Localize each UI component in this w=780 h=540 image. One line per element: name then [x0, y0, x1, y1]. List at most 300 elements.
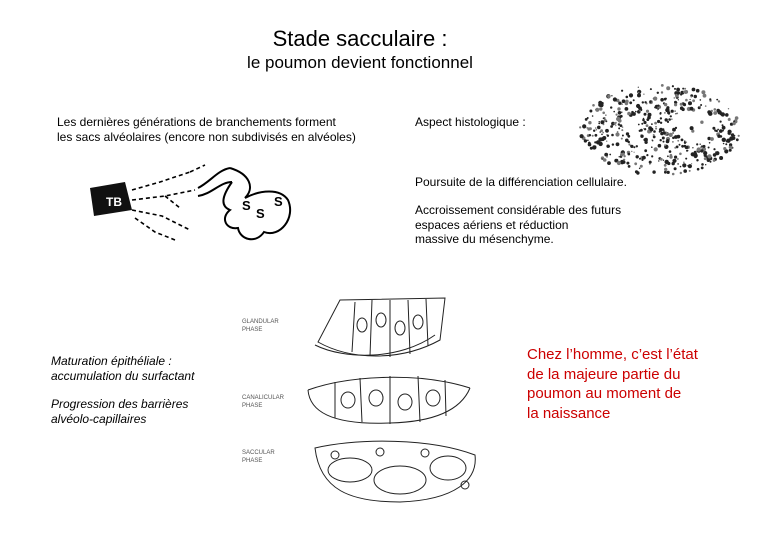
speckle	[589, 134, 591, 136]
speckle	[657, 105, 659, 107]
speckle	[621, 129, 623, 131]
speckle	[648, 113, 652, 117]
speckle	[622, 99, 626, 103]
speckle	[650, 128, 654, 132]
speckle	[681, 139, 684, 142]
speckle	[713, 148, 715, 150]
speckle	[587, 127, 590, 130]
speckle	[712, 127, 715, 130]
speckle	[716, 109, 720, 113]
speckle	[684, 88, 686, 90]
speckle	[599, 107, 602, 110]
speckle	[627, 140, 629, 142]
speckle	[596, 129, 598, 131]
speckle	[670, 115, 672, 117]
speckle	[700, 104, 702, 106]
speckle	[587, 140, 589, 142]
speckle	[705, 164, 706, 165]
speckle	[680, 172, 682, 174]
speckle	[725, 143, 727, 145]
speckle	[605, 115, 606, 116]
speckle	[654, 147, 658, 151]
speckle	[657, 92, 659, 94]
speckle	[717, 129, 719, 131]
speckle	[675, 127, 677, 129]
speckle	[710, 137, 714, 141]
speckle	[682, 88, 684, 90]
speckle	[607, 95, 610, 98]
speckle	[672, 85, 674, 87]
speckle	[674, 88, 676, 90]
histology-speckles	[579, 84, 740, 175]
speckle	[628, 143, 630, 145]
speckle	[605, 129, 609, 133]
speckle	[684, 140, 686, 142]
speckle	[641, 123, 643, 125]
speckle	[652, 140, 653, 141]
speckle	[690, 99, 691, 100]
speckle	[700, 144, 701, 145]
speckle	[664, 164, 667, 167]
note-line: de la majeure partie du	[527, 365, 681, 383]
speckle	[606, 156, 608, 158]
speckle	[674, 167, 677, 170]
speckle	[639, 110, 641, 112]
speckle	[603, 124, 605, 126]
speckle	[667, 171, 670, 174]
glandular-epithelium	[315, 298, 445, 357]
speckle	[621, 112, 622, 113]
speckle	[628, 165, 631, 168]
speckle	[692, 88, 696, 92]
speckle	[592, 135, 594, 137]
speckle	[640, 165, 643, 168]
speckle	[722, 124, 724, 126]
speckle	[677, 91, 680, 94]
speckle	[696, 159, 698, 161]
speckle	[703, 151, 707, 155]
speckle	[694, 95, 697, 98]
speckle	[611, 134, 614, 137]
speckle	[696, 143, 698, 145]
speckle	[677, 140, 679, 142]
intro-line: Les dernières générations de branchements forment	[57, 115, 336, 129]
speckle	[667, 155, 669, 157]
speckle	[630, 145, 632, 147]
note-line: Chez l’homme, c’est l’état	[527, 346, 698, 363]
speckle	[661, 84, 664, 87]
speckle	[650, 88, 652, 90]
speckle	[653, 130, 656, 133]
speckle	[602, 112, 605, 115]
speckle	[654, 122, 657, 125]
speckle	[716, 130, 718, 132]
speckle	[663, 131, 666, 134]
speckle	[665, 118, 668, 121]
speckle	[595, 127, 597, 129]
progression-text	[51, 397, 251, 426]
speckle	[732, 136, 736, 140]
speckle	[622, 135, 624, 137]
speckle	[713, 159, 716, 162]
speckle	[598, 101, 602, 105]
speckle	[665, 160, 669, 164]
glandular-phase-label: GLANDULAR	[242, 319, 279, 325]
speckle	[722, 138, 726, 142]
slide-subtitle: le poumon devient fonctionnel	[247, 53, 473, 72]
speckle	[615, 125, 616, 126]
speckle	[696, 89, 700, 93]
speckle	[663, 130, 665, 132]
speckle	[644, 101, 646, 103]
speckle	[701, 167, 704, 170]
speckle	[666, 139, 669, 142]
speckle	[682, 163, 686, 167]
speckle	[584, 139, 587, 142]
slide-title: Stade sacculaire :	[272, 26, 448, 51]
speckle	[674, 97, 676, 99]
speckle	[732, 147, 733, 148]
speckle	[664, 112, 666, 114]
speckle	[652, 170, 655, 173]
speckle	[635, 111, 637, 113]
speckle	[589, 110, 592, 113]
maturation-line: Maturation épithéliale :	[51, 354, 172, 368]
speckle	[672, 173, 675, 176]
speckle	[643, 118, 645, 120]
speckle	[720, 129, 722, 131]
speckle	[588, 121, 591, 124]
speckle	[688, 164, 692, 168]
speckle	[680, 166, 682, 168]
speckle	[689, 170, 691, 172]
speckle	[640, 129, 643, 132]
speckle	[726, 140, 728, 142]
speckle	[690, 107, 694, 111]
speckle	[606, 141, 607, 142]
speckle	[618, 127, 620, 129]
speckle	[686, 150, 688, 152]
speckle	[602, 132, 604, 134]
speckle	[617, 107, 620, 110]
speckle	[728, 108, 729, 109]
note-line: la naissance	[527, 404, 611, 422]
speckle	[651, 123, 653, 125]
speckle	[671, 119, 672, 120]
speckle	[617, 131, 619, 133]
maturation-line: accumulation du surfactant	[51, 368, 195, 383]
speckle	[710, 161, 712, 163]
accroissement-text	[415, 203, 665, 247]
speckle	[616, 114, 618, 116]
speckle	[613, 97, 617, 101]
saccular-phase-label: PHASE	[242, 458, 263, 464]
speckle	[686, 142, 687, 143]
speckle	[622, 104, 623, 105]
speckle	[646, 110, 649, 113]
speckle	[683, 103, 685, 105]
speckle	[680, 106, 684, 110]
speckle	[723, 147, 726, 150]
speckle	[646, 154, 648, 156]
speckle	[610, 125, 613, 128]
speckle	[707, 159, 710, 162]
speckle	[683, 169, 687, 173]
speckle	[723, 143, 725, 145]
speckle	[679, 153, 682, 156]
speckle	[667, 111, 670, 114]
speckle	[664, 144, 666, 146]
speckle	[603, 158, 605, 160]
speckle	[717, 135, 720, 138]
speckle	[735, 116, 739, 120]
speckle	[708, 147, 710, 149]
speckle	[631, 151, 632, 152]
intro-text	[57, 115, 397, 145]
speckle	[642, 156, 646, 160]
speckle	[662, 137, 665, 140]
speckle	[695, 153, 697, 155]
tb-label: TB	[106, 195, 122, 209]
speckle	[660, 139, 662, 141]
speckle	[655, 128, 657, 130]
phase-diagram	[240, 290, 485, 515]
speckle	[615, 132, 619, 136]
speckle	[616, 117, 620, 121]
speckle	[664, 103, 667, 106]
speckle	[718, 100, 720, 102]
speckle	[674, 147, 676, 149]
speckle	[674, 156, 677, 159]
note-line: poumon au moment de	[527, 385, 682, 402]
speckle	[637, 93, 641, 97]
speckle	[663, 141, 665, 143]
speckle	[679, 144, 681, 146]
speckle	[621, 138, 623, 140]
speckle	[638, 124, 640, 126]
speckle	[579, 126, 581, 128]
speckle	[671, 110, 674, 113]
speckle	[613, 111, 615, 113]
speckle	[651, 155, 653, 157]
speckle	[653, 134, 655, 136]
speckle	[692, 147, 693, 148]
speckle	[672, 137, 675, 140]
speckle	[677, 158, 678, 159]
speckle	[626, 132, 629, 135]
speckle	[643, 139, 646, 142]
speckle	[643, 121, 646, 124]
speckle	[681, 145, 684, 148]
speckle	[738, 135, 740, 137]
speckle	[638, 92, 639, 93]
speckle	[680, 93, 682, 95]
histology-image	[575, 80, 745, 180]
progression-line: Progression des barrières	[51, 397, 189, 411]
speckle	[632, 112, 636, 116]
speckle	[629, 101, 632, 104]
speckle	[616, 142, 620, 146]
sac-label: S	[274, 194, 283, 209]
speckle	[697, 147, 701, 151]
sac-label: S	[256, 206, 265, 221]
speckle	[644, 141, 647, 144]
speckle	[728, 132, 731, 135]
canalicular-epithelium	[308, 376, 470, 424]
speckle	[669, 133, 673, 137]
speckle	[661, 91, 663, 93]
speckle	[643, 94, 644, 95]
speckle	[636, 104, 640, 108]
poursuite-text: Poursuite de la différenciation cellulaire.	[415, 175, 627, 189]
speckle	[622, 161, 625, 164]
speckle	[587, 117, 589, 119]
speckle	[610, 106, 612, 108]
speckle	[625, 107, 629, 111]
speckle	[674, 110, 676, 112]
accroissement-line: Accroissement considérable des futurs	[415, 203, 622, 217]
speckle	[646, 124, 649, 127]
speckle	[657, 109, 658, 110]
speckle	[601, 134, 603, 136]
speckle	[729, 146, 732, 149]
speckle	[700, 99, 702, 101]
speckle	[655, 126, 656, 127]
speckle	[664, 168, 667, 171]
speckle	[708, 112, 712, 116]
speckle	[607, 161, 611, 165]
speckle	[719, 156, 723, 160]
speckle	[664, 98, 667, 101]
speckle	[633, 99, 635, 101]
speckle	[720, 121, 722, 123]
speckle	[636, 171, 639, 174]
speckle	[639, 168, 641, 170]
speckle	[686, 146, 689, 149]
speckle	[626, 96, 629, 99]
speckle	[580, 134, 584, 138]
speckle	[729, 118, 730, 119]
human-note	[527, 345, 747, 423]
speckle	[694, 155, 697, 158]
speckle	[709, 142, 711, 144]
speckle	[618, 102, 621, 105]
speckle	[600, 129, 603, 132]
speckle	[659, 128, 663, 132]
speckle	[599, 121, 600, 122]
speckle	[604, 117, 606, 119]
speckle	[595, 134, 598, 137]
speckle	[598, 123, 600, 125]
speckle	[663, 160, 664, 161]
canalicular-phase-label: CANALICULAR	[242, 395, 285, 401]
speckle	[650, 101, 652, 103]
speckle	[703, 145, 706, 148]
speckle	[691, 96, 693, 98]
speckle	[593, 130, 595, 132]
speckle	[690, 126, 694, 130]
speckle	[582, 124, 586, 128]
speckle	[628, 153, 631, 156]
speckle	[643, 128, 644, 129]
speckle	[701, 163, 704, 166]
speckle	[699, 106, 701, 108]
speckle	[633, 146, 635, 148]
speckle	[602, 136, 606, 140]
speckle	[634, 152, 635, 153]
speckle	[658, 160, 659, 161]
speckle	[688, 101, 692, 105]
speckle	[653, 136, 656, 139]
progression-line: alvéolo-capillaires	[51, 411, 147, 426]
speckle	[636, 155, 639, 158]
histology-label: Aspect histologique :	[415, 115, 526, 129]
speckle	[637, 90, 641, 94]
speckle	[692, 99, 695, 102]
speckle	[611, 95, 612, 96]
speckle	[644, 149, 647, 152]
speckle	[709, 98, 711, 100]
speckle	[678, 99, 679, 100]
speckle	[634, 162, 637, 165]
speckle	[683, 162, 684, 163]
accroissement-line: espaces aériens et réduction	[415, 217, 569, 232]
speckle	[592, 104, 595, 107]
speckle	[716, 99, 718, 101]
speckle	[595, 108, 599, 112]
speckle	[705, 105, 707, 107]
speckle	[608, 146, 610, 148]
speckle	[731, 133, 734, 136]
speckle	[636, 145, 638, 147]
speckle	[612, 143, 614, 145]
speckle	[640, 135, 643, 138]
speckle	[683, 110, 684, 111]
speckle	[619, 156, 620, 157]
speckle	[691, 163, 692, 164]
speckle	[620, 153, 623, 156]
dashed-branches	[132, 165, 205, 240]
speckle	[722, 126, 726, 130]
saccular-phase-label: SACCULAR	[242, 450, 275, 456]
speckle	[736, 138, 739, 141]
speckle	[674, 103, 677, 106]
speckle	[638, 87, 639, 88]
speckle	[651, 131, 652, 132]
speckle	[653, 97, 657, 101]
accroissement-line: massive du mésenchyme.	[415, 232, 554, 246]
speckle	[685, 158, 687, 160]
speckle	[666, 86, 670, 90]
speckle	[660, 158, 663, 161]
speckle	[729, 149, 732, 152]
speckle	[664, 171, 667, 174]
speckle	[625, 102, 629, 106]
speckle	[660, 122, 662, 124]
speckle	[614, 122, 617, 125]
speckle	[676, 113, 678, 115]
speckle	[659, 113, 661, 115]
speckle	[654, 107, 656, 109]
speckle	[621, 90, 623, 92]
speckle	[644, 113, 647, 116]
sac-label: S	[242, 198, 251, 213]
maturation-text	[51, 354, 251, 383]
speckle	[606, 134, 607, 135]
speckle	[588, 142, 591, 145]
speckle	[657, 120, 660, 123]
speckle	[658, 144, 662, 148]
